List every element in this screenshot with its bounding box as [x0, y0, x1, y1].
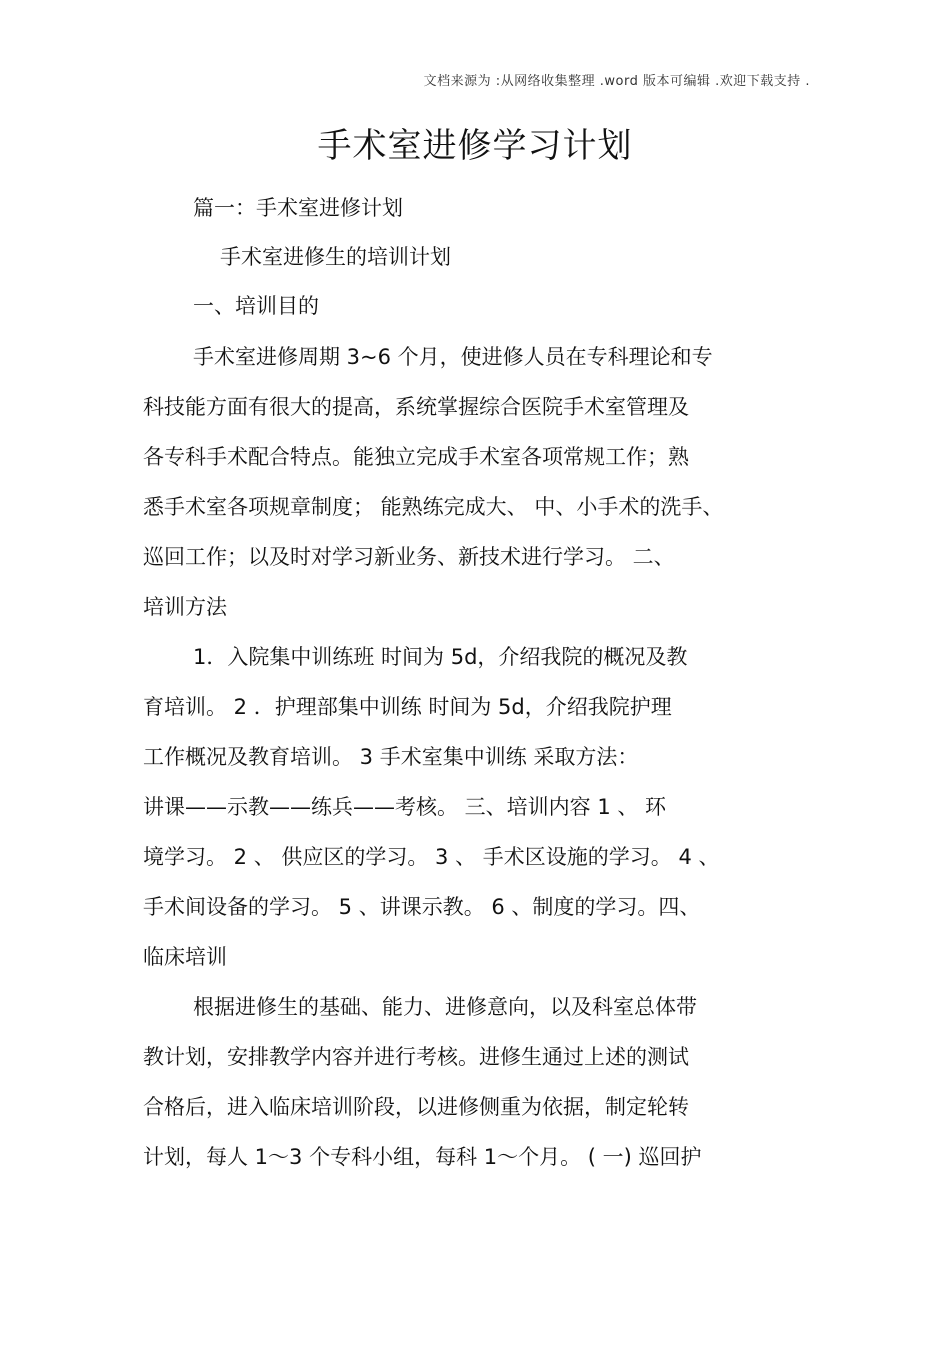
- document-title: 手术室进修学习计划: [317, 126, 633, 166]
- body-line: 手术室进修周期 3~6 个月，使进修人员在专科理论和专: [193, 345, 713, 369]
- body-line: 工作概况及教育培训。 3 手术室集中训练 采取方法：: [143, 745, 639, 769]
- body-line: 根据进修生的基础、能力、进修意向，以及科室总体带: [193, 995, 697, 1019]
- body-line: 各专科手术配合特点。能独立完成手术室各项常规工作；熟: [143, 445, 689, 469]
- body-line: 计划，每人 1～3 个专科小组，每科 1～个月。 ( 一) 巡回护: [143, 1145, 702, 1169]
- body-line: 教计划，安排教学内容并进行考核。进修生通过上述的测试: [143, 1045, 689, 1069]
- source-note: 文档来源为 :从网络收集整理 .word 版本可编辑 .欢迎下载支持 .: [423, 74, 810, 89]
- body-line: 合格后，进入临床培训阶段，以进修侧重为依据，制定轮转: [143, 1095, 689, 1119]
- body-line: 讲课——示教——练兵——考核。 三、培训内容 1 、 环: [143, 795, 667, 819]
- section-heading: 一、培训目的: [193, 294, 319, 318]
- body-line: 巡回工作；以及时对学习新业务、新技术进行学习。 二、: [143, 545, 675, 569]
- section-heading: 篇一：手术室进修计划: [193, 196, 403, 220]
- body-line: 悉手术室各项规章制度； 能熟练完成大、 中、小手术的洗手、: [143, 495, 724, 519]
- body-line: 科技能方面有很大的提高，系统掌握综合医院手术室管理及: [143, 395, 689, 419]
- subheading: 手术室进修生的培训计划: [220, 245, 451, 269]
- body-line: 育培训。 2 ．护理部集中训练 时间为 5d，介绍我院护理: [143, 695, 672, 719]
- body-line: 1．入院集中训练班 时间为 5d，介绍我院的概况及教: [193, 645, 688, 669]
- body-line: 临床培训: [143, 945, 227, 969]
- body-line: 手术间设备的学习。 5 、讲课示教。 6 、制度的学习。四、: [143, 895, 701, 919]
- body-line: 境学习。 2 、 供应区的学习。 3 、 手术区设施的学习。 4 、: [143, 845, 720, 869]
- body-line: 培训方法: [143, 595, 227, 619]
